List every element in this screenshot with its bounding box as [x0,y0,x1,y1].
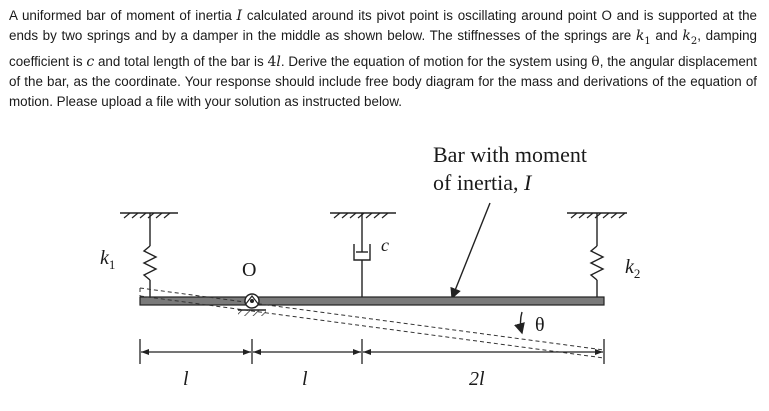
text-segment: and total length of the bar is [94,53,268,69]
symbol-theta: θ [591,53,600,70]
symbol-4l: 4l [267,53,281,70]
problem-statement [9,6,757,112]
symbol-c: c [86,53,95,70]
label-k2: $k_2$ [625,256,641,281]
left-spring [144,213,156,297]
dimension-label-3: 2l [469,368,485,390]
symbol-I: I [236,8,243,24]
symbol-k1: $k_1$ [635,28,651,47]
dimension-label-2: l [302,368,308,390]
symbol-k2: $k_2$ [682,28,698,47]
caption-line-2: of inertia, I [433,170,532,195]
text-segment: and [650,28,683,43]
text-segment: , damping coefficient is [9,28,757,69]
label-O: O [242,259,257,281]
right-spring [591,213,603,297]
damper [354,213,370,297]
text-segment: , the angular displacement of the bar, as the coordinate. Your response should include free body diagram for the mass and derivations of the equation of motion. Please upload a file with your solution as instructed below. [9,53,757,109]
bar [140,297,604,305]
dimension-lines [140,339,604,364]
label-k1: $k_1$ [100,247,116,272]
text-segment: . Derive the equation of motion for the system using [280,53,592,69]
dimension-label-1: l [183,368,189,390]
mechanism-figure [0,130,769,411]
caption-pointer [452,203,490,298]
left-ground [120,213,178,218]
theta-arc [521,312,523,333]
text-segment: A uniformed bar of moment of inertia [9,8,237,23]
middle-ground [330,213,396,218]
label-theta: θ [535,314,545,336]
caption-line-1: Bar with moment [433,142,587,167]
label-c: c [381,235,389,255]
text-segment: calculated around its pivot point is oscillating around point O and is supported at the ends by two springs and by a damper in the middle as shown below. The stiffnesses of the springs are [9,8,758,43]
